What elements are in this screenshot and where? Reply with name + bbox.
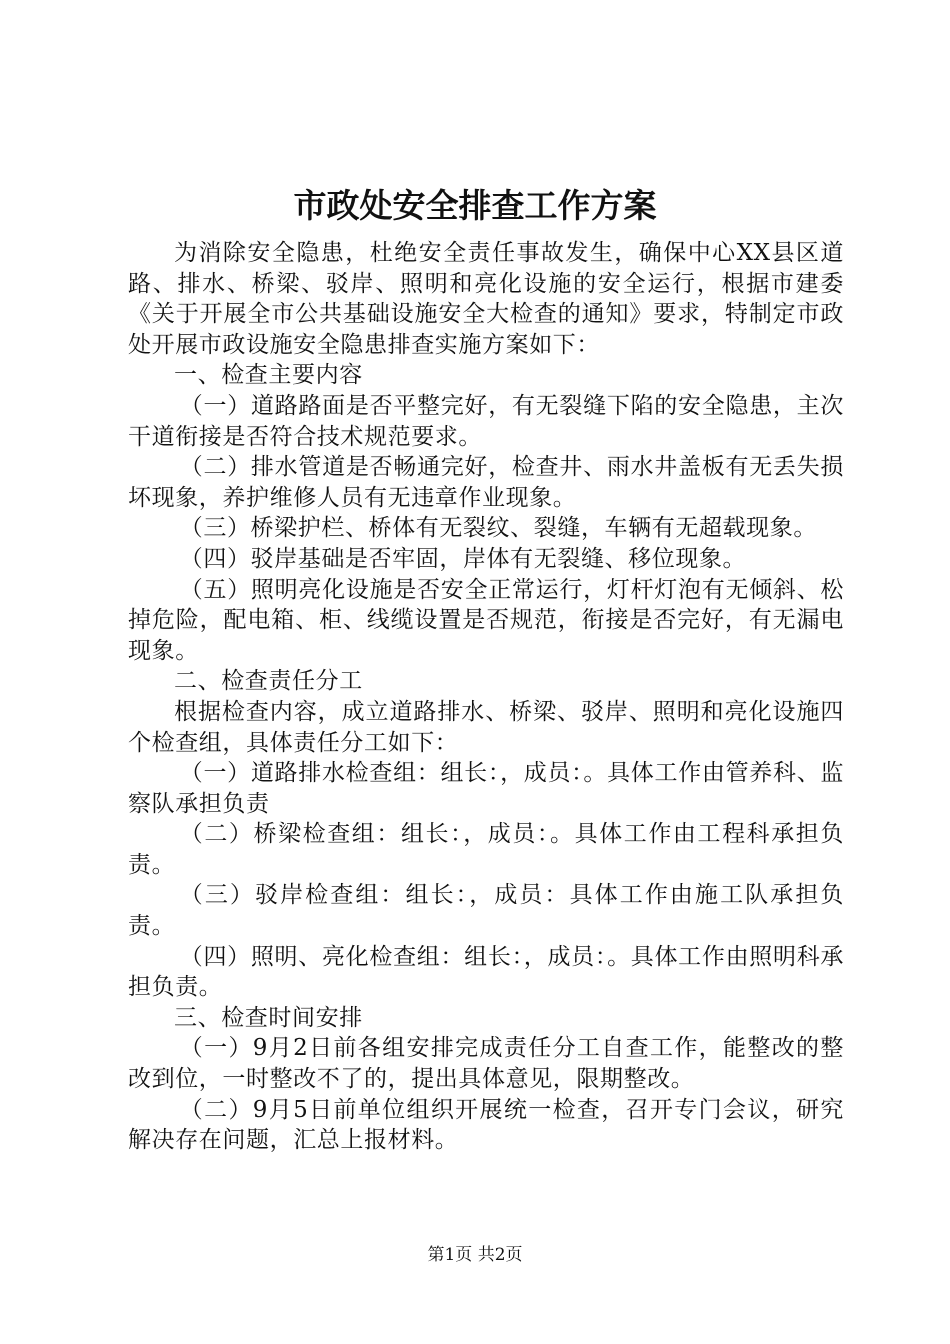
- list-item: （一）9月2日前各组安排完成责任分工自查工作，能整改的整改到位，一时整改不了的，提出具体意见，限期整改。: [128, 1035, 844, 1093]
- list-item: （三）桥梁护栏、桥体有无裂纹、裂缝，车辆有无超载现象。: [179, 515, 817, 542]
- section-heading-schedule: 三、检查时间安排: [174, 1004, 363, 1031]
- document-body: [128, 238, 844, 1156]
- list-item: （二）排水管道是否畅通完好，检查井、雨水井盖板有无丢失损坏现象，养护维修人员有无违章作业现象。: [128, 454, 844, 511]
- section-heading-inspection-content: 一、检查主要内容: [174, 362, 363, 389]
- list-item: （四）驳岸基础是否牢固，岸体有无裂缝、移位现象。: [179, 545, 747, 572]
- list-item: （五）照明亮化设施是否安全正常运行，灯杆灯泡有无倾斜、松掉危险，配电箱、柜、线缆设置是否规范，衔接是否完好，有无漏电现象。: [128, 576, 844, 664]
- list-item: （三）驳岸检查组：组长：，成员：具体工作由施工队承担负责。: [128, 882, 844, 940]
- document-title: 市政处安全排查工作方案: [293, 186, 657, 225]
- list-item: （一）道路排水检查组：组长：，成员：。具体工作由管养科、监察队承担负责: [128, 760, 844, 817]
- list-item: （一）道路路面是否平整完好，有无裂缝下陷的安全隐患，主次干道衔接是否符合技术规范要求。: [128, 392, 844, 450]
- body-paragraph: 根据检查内容，成立道路排水、桥梁、驳岸、照明和亮化设施四个检查组，具体责任分工如下：: [128, 698, 844, 756]
- list-item: （二）桥梁检查组：组长：，成员：。具体工作由工程科承担负责。: [128, 821, 844, 878]
- page-number-footer: 第1页 共2页: [427, 1245, 523, 1265]
- list-item: （二）9月5日前单位组织开展统一检查，召开专门会议，研究解决存在问题，汇总上报材料。: [128, 1096, 844, 1154]
- section-heading-responsibility: 二、检查责任分工: [174, 668, 363, 695]
- intro-paragraph: 为消除安全隐患，杜绝安全责任事故发生，确保中心XX县区道路、排水、桥梁、驳岸、照明和亮化设施的安全运行，根据市建委《关于开展全市公共基础设施安全大检查的通知》要求，特制定市政处开展市政设施安全隐患排查实施方案如下：: [128, 240, 844, 358]
- list-item: （四）照明、亮化检查组：组长：，成员：。具体工作由照明科承担负责。: [128, 943, 844, 1001]
